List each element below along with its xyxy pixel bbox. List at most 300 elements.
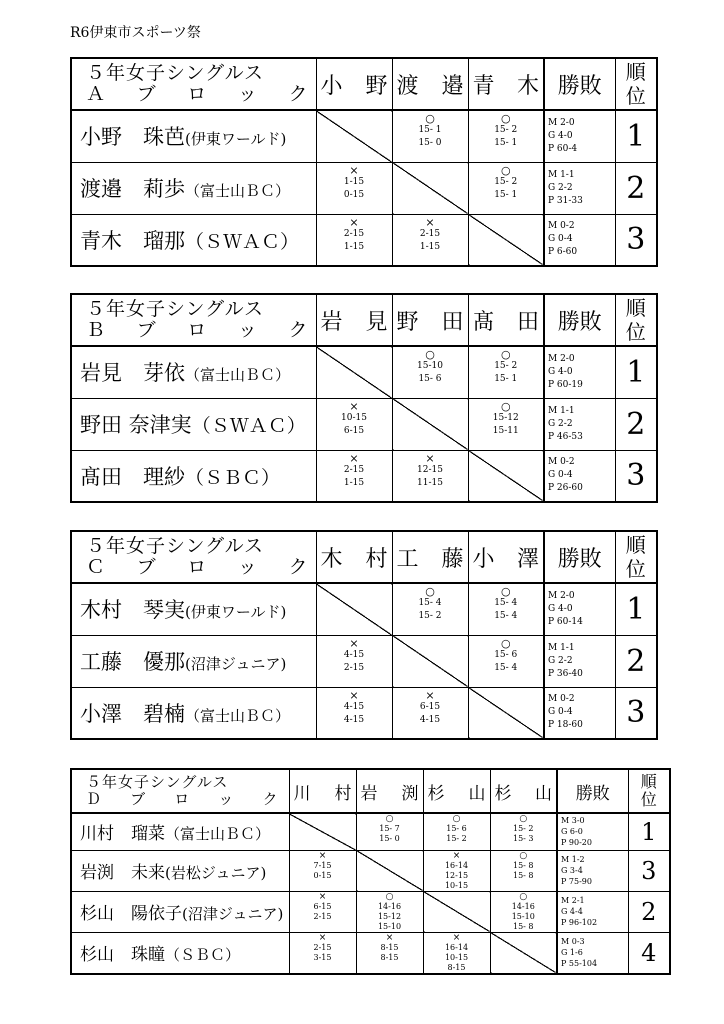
win-loss-header: 勝敗 (544, 58, 615, 110)
player-name: 工藤 優那 (80, 650, 185, 674)
record-line: G 6-0 (561, 827, 583, 837)
player-cell (71, 687, 316, 739)
block-title-line-1: ５年女子シングルス (86, 535, 265, 557)
game-score: 15- 4 (494, 662, 518, 673)
game-score: 1-15 (343, 241, 365, 252)
player-team: (伊東ワールド) (185, 603, 287, 622)
record-line: P 96-102 (561, 918, 598, 927)
header-row (71, 294, 657, 346)
block-title (71, 769, 289, 813)
opponent-header-char: 田 (441, 309, 464, 335)
player-row (71, 583, 657, 635)
player-row (71, 635, 657, 687)
player-cell (71, 398, 316, 450)
rank-header-char: 位 (625, 84, 646, 108)
block-title-char: ク (288, 83, 310, 105)
opponent-header (468, 531, 544, 583)
match-result-mark: ○ (500, 399, 511, 413)
record-cell (544, 583, 615, 635)
match-score-cell (468, 346, 544, 398)
game-score: 6-15 (419, 701, 441, 712)
opponent-header (490, 769, 557, 813)
game-score: 15- 2 (494, 125, 518, 135)
rank-value: 3 (615, 214, 657, 266)
match-result-mark: ○ (519, 891, 528, 902)
match-score-cell (423, 813, 490, 850)
record-cell (544, 450, 615, 502)
record-line: P 31-33 (548, 195, 583, 206)
player-team: （富士山ＢＣ） (185, 182, 291, 200)
record-cell (544, 635, 615, 687)
player-row (71, 813, 670, 850)
rank-value: 2 (615, 398, 657, 450)
match-result-mark: ○ (452, 814, 461, 824)
game-score: 15- 1 (494, 189, 518, 200)
game-score: 2-15 (313, 911, 332, 921)
record-line: P 36-40 (548, 668, 583, 679)
game-score: 15- 4 (418, 598, 442, 608)
player-row (71, 346, 657, 398)
player-team: （ＳＢＣ） (165, 946, 241, 964)
match-result-mark: ○ (500, 348, 511, 361)
match-score-cell (316, 635, 392, 687)
record-line: G 4-0 (548, 130, 573, 141)
game-score: 1-15 (343, 477, 365, 488)
player-row (71, 110, 657, 162)
record-line: M 1-1 (548, 405, 575, 416)
game-score: 2-15 (343, 228, 365, 239)
match-result-mark: ○ (425, 585, 435, 598)
game-score: 16-14 (444, 860, 469, 870)
player-team: （ＳＷＡＣ） (191, 415, 306, 437)
opponent-header (392, 58, 468, 110)
match-result-mark: ○ (425, 348, 435, 361)
match-score-cell (468, 635, 544, 687)
game-score: 2-15 (343, 464, 365, 475)
player-name: 渡邉 莉歩 (80, 177, 185, 201)
block-title-char: ブ (130, 790, 151, 808)
opponent-header (316, 294, 392, 346)
match-score-cell (316, 214, 392, 266)
match-result-mark: ○ (519, 850, 528, 861)
header-row (71, 531, 657, 583)
self-match-cell (316, 110, 392, 162)
match-score-cell (316, 450, 392, 502)
match-score-cell (316, 162, 392, 214)
player-name: 青木 瑠那 (80, 228, 185, 253)
rank-header (615, 294, 657, 346)
player-row (71, 398, 657, 450)
opponent-header-char: 山 (468, 783, 486, 804)
game-score: 15-11 (492, 425, 519, 436)
document-title: R6伊東市スポーツ祭 (70, 25, 201, 41)
player-row (71, 162, 657, 214)
self-match-cell (316, 583, 392, 635)
match-score-cell (468, 583, 544, 635)
opponent-header-char: 杉 (427, 783, 445, 804)
rank-header-char: 位 (625, 557, 646, 581)
self-match-cell (289, 813, 356, 850)
opponent-header (468, 294, 544, 346)
block-title-char: ッ (237, 319, 259, 341)
game-score: 15- 3 (512, 834, 534, 843)
rank-header-char: 順 (625, 296, 646, 320)
rank-value: 1 (615, 583, 657, 635)
match-score-cell (356, 891, 423, 932)
win-loss-header: 勝敗 (544, 294, 615, 346)
opponent-header-char: 木 (320, 546, 343, 572)
block-title-char: ブ (136, 83, 158, 105)
match-score-cell (392, 346, 468, 398)
opponent-header (289, 769, 356, 813)
player-row (71, 891, 670, 932)
block-title-line-2 (86, 557, 316, 578)
rank-header-char: 順 (625, 60, 646, 84)
record-line: G 0-4 (548, 470, 573, 481)
player-cell (71, 346, 316, 398)
match-score-cell (392, 450, 468, 502)
opponent-header-char: 岩 (320, 309, 343, 335)
game-score: 3-15 (313, 952, 332, 962)
league-table (70, 530, 658, 740)
game-score: 1-15 (419, 241, 441, 252)
record-line: P 60-14 (548, 616, 583, 627)
game-score: 2-15 (343, 662, 365, 673)
game-score: 4-15 (343, 701, 365, 712)
league-table (70, 293, 658, 503)
league-table (70, 57, 658, 267)
game-score: 15- 8 (512, 860, 534, 870)
block-title (71, 294, 316, 346)
opponent-header-char: 藤 (441, 546, 464, 572)
match-score-cell (423, 932, 490, 974)
self-match-cell (316, 346, 392, 398)
game-score: 15- 6 (494, 649, 518, 660)
match-score-cell (392, 110, 468, 162)
player-cell (71, 162, 316, 214)
match-score-cell (490, 891, 557, 932)
match-result-mark: × (385, 932, 394, 943)
record-line: P 6-60 (548, 247, 578, 258)
match-result-mark: ○ (500, 163, 511, 177)
opponent-header (392, 531, 468, 583)
record-line: P 75-90 (561, 877, 592, 886)
match-result-mark: ○ (500, 585, 511, 598)
player-row (71, 850, 670, 891)
block-title-line-2 (86, 320, 316, 341)
game-score: 15- 8 (512, 870, 534, 880)
block-title-char: ッ (237, 556, 259, 578)
record-cell (544, 162, 615, 214)
game-score: 15- 2 (494, 176, 518, 187)
match-score-cell (392, 214, 468, 266)
record-line: P 55-104 (561, 959, 598, 968)
player-team: (沼津ジュニア) (182, 905, 284, 923)
block-title (71, 531, 316, 583)
game-score: 15-12 (377, 911, 402, 921)
match-result-mark: × (349, 451, 359, 465)
game-score: 10-15 (444, 880, 469, 890)
block-title-char: ク (262, 790, 283, 808)
game-score: 0-15 (343, 189, 365, 200)
player-row (71, 214, 657, 266)
record-line: G 1-6 (561, 948, 583, 957)
match-score-cell (289, 850, 356, 891)
opponent-header (423, 769, 490, 813)
record-line: G 2-2 (548, 418, 573, 429)
opponent-header (316, 531, 392, 583)
opponent-header-char: 見 (365, 309, 388, 335)
game-score: 0-15 (313, 870, 332, 880)
opponent-header (356, 769, 423, 813)
match-score-cell (468, 162, 544, 214)
game-score: 4-15 (419, 714, 441, 725)
record-line: M 2-1 (561, 896, 585, 905)
player-team: （ＳＷＡＣ） (185, 230, 300, 253)
player-cell (71, 891, 289, 932)
player-name: 野田 奈津実 (80, 413, 192, 437)
player-team: （ＳＢＣ） (185, 466, 281, 489)
game-score: 15- 4 (494, 611, 518, 621)
record-cell (557, 813, 628, 850)
record-line: P 18-60 (548, 720, 583, 731)
record-line: G 3-4 (561, 866, 583, 875)
game-score: 2-15 (419, 228, 441, 239)
block-title-char: ロ (187, 319, 209, 341)
rank-header-char: 位 (640, 790, 657, 809)
player-row (71, 687, 657, 739)
player-name: 岩渕 未来 (80, 863, 165, 883)
game-score: 15- 0 (379, 834, 400, 843)
player-cell (71, 583, 316, 635)
opponent-header-char: 川 (293, 783, 311, 804)
player-name: 小澤 碧楠 (80, 701, 185, 726)
player-team: (沼津ジュニア) (185, 655, 287, 673)
game-score: 15-10 (511, 911, 535, 921)
game-score: 15- 2 (494, 361, 518, 371)
match-result-mark: × (425, 215, 435, 229)
game-score: 15- 6 (446, 824, 467, 833)
self-match-cell (392, 162, 468, 214)
record-line: P 90-20 (561, 838, 592, 848)
rank-value: 2 (615, 635, 657, 687)
player-cell (71, 214, 316, 266)
player-cell (71, 850, 289, 891)
record-cell (544, 398, 615, 450)
opponent-header-char: 髙 (472, 309, 495, 335)
player-team: （富士山ＢＣ） (185, 706, 291, 725)
record-cell (544, 346, 615, 398)
game-score: 6-15 (313, 901, 332, 911)
record-line: G 2-2 (548, 655, 573, 666)
block-title-char: ッ (237, 83, 259, 105)
header-row (71, 58, 657, 110)
record-line: M 0-3 (561, 937, 585, 946)
rank-header (615, 58, 657, 110)
self-match-cell (468, 687, 544, 739)
rank-header-char: 位 (625, 320, 646, 344)
block-title-char: ブ (136, 319, 158, 341)
match-result-mark: × (349, 399, 359, 413)
record-line: P 26-60 (548, 483, 583, 494)
game-score: 4-15 (343, 649, 365, 660)
opponent-header-char: 村 (334, 783, 352, 804)
block-title-line-2 (86, 791, 289, 808)
game-score: 14-16 (377, 901, 402, 911)
block-title-char: Ａ (86, 83, 108, 105)
self-match-cell (468, 450, 544, 502)
block-title (71, 58, 316, 110)
record-cell (557, 891, 628, 932)
game-score: 16-14 (444, 942, 469, 952)
match-result-mark: × (452, 932, 461, 943)
record-line: P 46-53 (548, 431, 583, 442)
game-score: 10-15 (341, 412, 367, 423)
player-cell (71, 450, 316, 502)
opponent-header-char: 村 (365, 546, 388, 572)
block-title-char: ロ (174, 790, 195, 808)
match-score-cell (490, 813, 557, 850)
block-title-char: ブ (136, 556, 158, 578)
player-team: （富士山ＢＣ） (185, 366, 291, 385)
match-score-cell (316, 687, 392, 739)
record-cell (557, 850, 628, 891)
record-cell (557, 932, 628, 974)
game-score: 11-15 (417, 477, 443, 488)
player-name: 小野 珠芭 (80, 125, 185, 150)
game-score: 6-15 (343, 425, 365, 436)
match-result-mark: × (349, 688, 359, 702)
opponent-header-char: 木 (516, 73, 539, 99)
match-score-cell (289, 891, 356, 932)
record-line: M 2-0 (548, 117, 575, 128)
match-result-mark: × (452, 850, 461, 861)
match-result-mark: × (425, 688, 435, 702)
match-result-mark: × (349, 163, 359, 177)
match-score-cell (392, 583, 468, 635)
game-score: 15- 1 (494, 374, 518, 384)
rank-header (628, 769, 670, 813)
match-result-mark: × (318, 850, 327, 861)
self-match-cell (423, 891, 490, 932)
rank-value: 4 (628, 932, 670, 974)
game-score: 14-16 (511, 901, 535, 911)
record-line: G 4-0 (548, 603, 573, 614)
match-score-cell (356, 932, 423, 974)
record-line: M 0-2 (548, 694, 575, 705)
record-cell (544, 110, 615, 162)
record-line: G 2-2 (548, 182, 573, 193)
win-loss-header: 勝敗 (544, 531, 615, 583)
block-title-char: Ｄ (86, 790, 107, 808)
rank-value: 3 (615, 687, 657, 739)
player-name: 岩見 芽依 (80, 361, 185, 386)
game-score: 1-15 (343, 176, 365, 187)
rank-value: 2 (628, 891, 670, 932)
match-score-cell (356, 813, 423, 850)
player-team: (伊東ワールド) (185, 130, 287, 149)
opponent-header-char: 小 (320, 73, 343, 99)
opponent-header (468, 58, 544, 110)
block-title-char: Ｃ (86, 556, 108, 578)
record-cell (544, 214, 615, 266)
match-score-cell (392, 687, 468, 739)
player-cell (71, 813, 289, 850)
block-title-line-2 (86, 84, 316, 105)
opponent-header-char: 岩 (360, 783, 378, 804)
record-line: M 2-0 (548, 353, 575, 364)
block-title-line-1: ５年女子シングルス (86, 298, 265, 320)
game-score: 10-15 (444, 952, 469, 962)
player-name: 杉山 陽依子 (80, 904, 182, 924)
match-result-mark: ○ (519, 814, 528, 824)
player-name: 川村 瑠菜 (80, 824, 165, 845)
self-match-cell (490, 932, 557, 974)
rank-value: 2 (615, 162, 657, 214)
game-score: 12-15 (417, 464, 443, 475)
rank-value: 3 (615, 450, 657, 502)
block-title-char: Ｂ (86, 319, 108, 341)
league-table (70, 768, 671, 975)
match-score-cell (289, 932, 356, 974)
rank-header-char: 順 (625, 533, 646, 557)
match-result-mark: × (425, 451, 435, 465)
header-row (71, 769, 670, 813)
player-cell (71, 932, 289, 974)
rank-header-char: 順 (640, 772, 657, 791)
opponent-header-char: 渡 (396, 73, 419, 99)
opponent-header-char: 山 (535, 783, 552, 804)
win-loss-header: 勝敗 (557, 769, 628, 813)
match-score-cell (468, 398, 544, 450)
rank-value: 1 (615, 110, 657, 162)
opponent-header (392, 294, 468, 346)
game-score: 15- 8 (512, 921, 534, 931)
record-line: G 4-0 (548, 366, 573, 377)
record-line: M 1-2 (561, 855, 585, 864)
opponent-header (316, 58, 392, 110)
rank-header (615, 531, 657, 583)
player-row (71, 932, 670, 974)
game-score: 15- 4 (494, 598, 518, 608)
opponent-header-char: 小 (472, 546, 495, 572)
game-score: 15- 2 (512, 824, 534, 833)
match-score-cell (490, 850, 557, 891)
record-line: M 2-0 (548, 590, 575, 601)
game-score: 15- 1 (494, 138, 518, 148)
self-match-cell (392, 398, 468, 450)
rank-value: 1 (628, 813, 670, 850)
player-name: 木村 琴実 (80, 598, 185, 623)
match-result-mark: × (318, 932, 327, 943)
opponent-header-char: 青 (472, 73, 495, 99)
game-score: 8-15 (380, 952, 399, 962)
match-result-mark: ○ (500, 636, 511, 650)
record-line: M 0-2 (548, 221, 575, 232)
game-score: 15-10 (417, 361, 443, 371)
record-line: P 60-19 (548, 379, 583, 390)
match-score-cell (316, 398, 392, 450)
record-line: G 4-4 (561, 907, 583, 916)
game-score: 7-15 (313, 860, 332, 870)
self-match-cell (392, 635, 468, 687)
player-row (71, 450, 657, 502)
game-score: 2-15 (313, 942, 332, 952)
game-score: 15- 2 (446, 834, 467, 843)
block-title-char: ク (288, 319, 310, 341)
match-result-mark: × (349, 215, 359, 229)
game-score: 15- 2 (418, 611, 442, 621)
